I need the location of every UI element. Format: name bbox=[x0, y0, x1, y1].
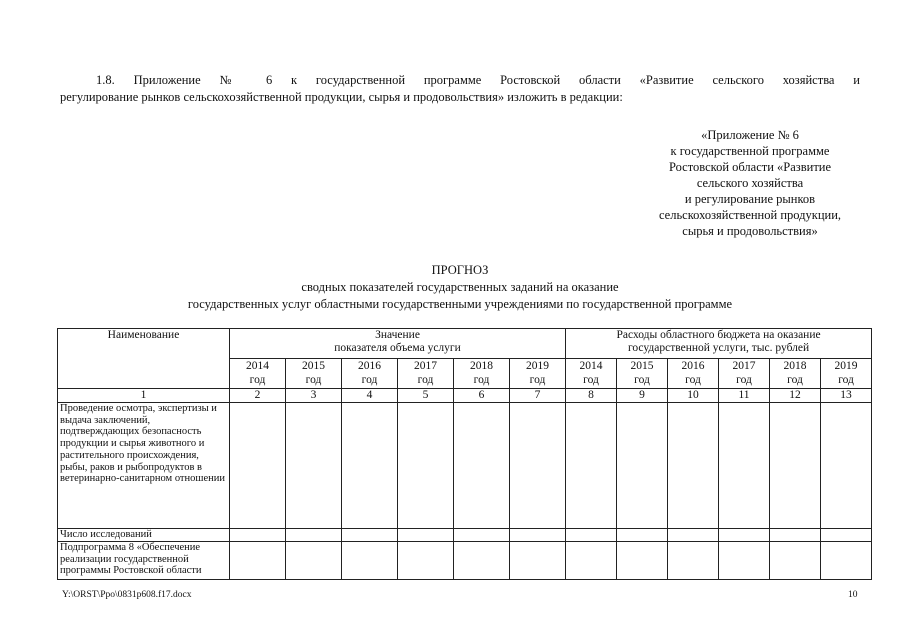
table-row bbox=[58, 542, 872, 580]
header-volume-indicator bbox=[230, 329, 566, 359]
appendix-line: Ростовской области «Развитие bbox=[668, 160, 832, 174]
appendix-line: и регулирование рынков bbox=[684, 192, 816, 206]
appendix-line: к государственной программе bbox=[670, 144, 830, 158]
year-header: 2015 год bbox=[617, 359, 668, 389]
header-budget-line: Расходы областного бюджета на оказание bbox=[616, 329, 821, 341]
amendment-paragraph bbox=[60, 72, 860, 106]
column-number: 11 bbox=[719, 389, 770, 403]
header-budget-line: государственной услуги, тыс. рублей bbox=[627, 342, 810, 354]
forecast-table bbox=[57, 328, 872, 580]
header-volume-line: Значение bbox=[375, 329, 420, 341]
row-name: Проведение осмотра, экспертизы и выдача заключений, подтверждающих безопасность продукции и сырья животного и растительного происхождения, рыбы, раков и рыбопродуктов в ветеринарно-санитарном отношении bbox=[58, 403, 230, 529]
document-title: ПРОГНОЗ bbox=[431, 263, 489, 277]
table-header-row bbox=[58, 329, 872, 359]
column-numbers-row bbox=[58, 389, 872, 403]
year-header: 2014 год bbox=[230, 359, 286, 389]
column-number: 5 bbox=[398, 389, 454, 403]
column-number: 3 bbox=[286, 389, 342, 403]
paragraph-line-1: 1.8. Приложение № 6 к государственной программе Ростовской области «Развитие сельского хозяйства и bbox=[96, 73, 860, 87]
column-number: 6 bbox=[454, 389, 510, 403]
year-header: 2014 год bbox=[566, 359, 617, 389]
appendix-header bbox=[600, 127, 900, 239]
column-number: 2 bbox=[230, 389, 286, 403]
column-number: 12 bbox=[770, 389, 821, 403]
table-row bbox=[58, 403, 872, 529]
column-number: 9 bbox=[617, 389, 668, 403]
year-header: 2016 год bbox=[668, 359, 719, 389]
year-header: 2018 год bbox=[770, 359, 821, 389]
row-name: Подпрограмма 8 «Обеспечение реализации государственной программы Ростовской области bbox=[58, 542, 230, 580]
appendix-line: сельского хозяйства bbox=[696, 176, 804, 190]
column-number: 7 bbox=[510, 389, 566, 403]
year-header: 2017 год bbox=[398, 359, 454, 389]
page-number: 10 bbox=[848, 590, 858, 600]
year-header: 2017 год bbox=[719, 359, 770, 389]
file-path: Y:\ORST\Ppo\0831p608.f17.docx bbox=[62, 590, 192, 600]
column-number: 1 bbox=[58, 389, 230, 403]
appendix-line: «Приложение № 6 bbox=[701, 128, 799, 142]
column-number: 4 bbox=[342, 389, 398, 403]
column-number: 10 bbox=[668, 389, 719, 403]
header-volume-line: показателя объема услуги bbox=[334, 342, 461, 354]
year-header: 2019 год bbox=[821, 359, 872, 389]
document-subtitle-1: сводных показателей государственных заданий на оказание bbox=[301, 280, 619, 294]
header-budget-expenses bbox=[566, 329, 872, 359]
column-number: 8 bbox=[566, 389, 617, 403]
table-row bbox=[58, 529, 872, 542]
row-name: Число исследований bbox=[58, 529, 230, 542]
year-header: 2018 год bbox=[454, 359, 510, 389]
column-number: 13 bbox=[821, 389, 872, 403]
document-subtitle-2: государственных услуг областными государственными учреждениями по государственной программе bbox=[187, 297, 733, 311]
paragraph-line-2: регулирование рынков сельскохозяйственной продукции, сырья и продовольствия» изложить в редакции: bbox=[60, 90, 623, 104]
year-header: 2016 год bbox=[342, 359, 398, 389]
year-header: 2015 год bbox=[286, 359, 342, 389]
appendix-line: сырья и продовольствия» bbox=[682, 224, 818, 238]
appendix-line: сельскохозяйственной продукции, bbox=[658, 208, 842, 222]
year-header: 2019 год bbox=[510, 359, 566, 389]
header-name: Наименование bbox=[58, 329, 230, 389]
